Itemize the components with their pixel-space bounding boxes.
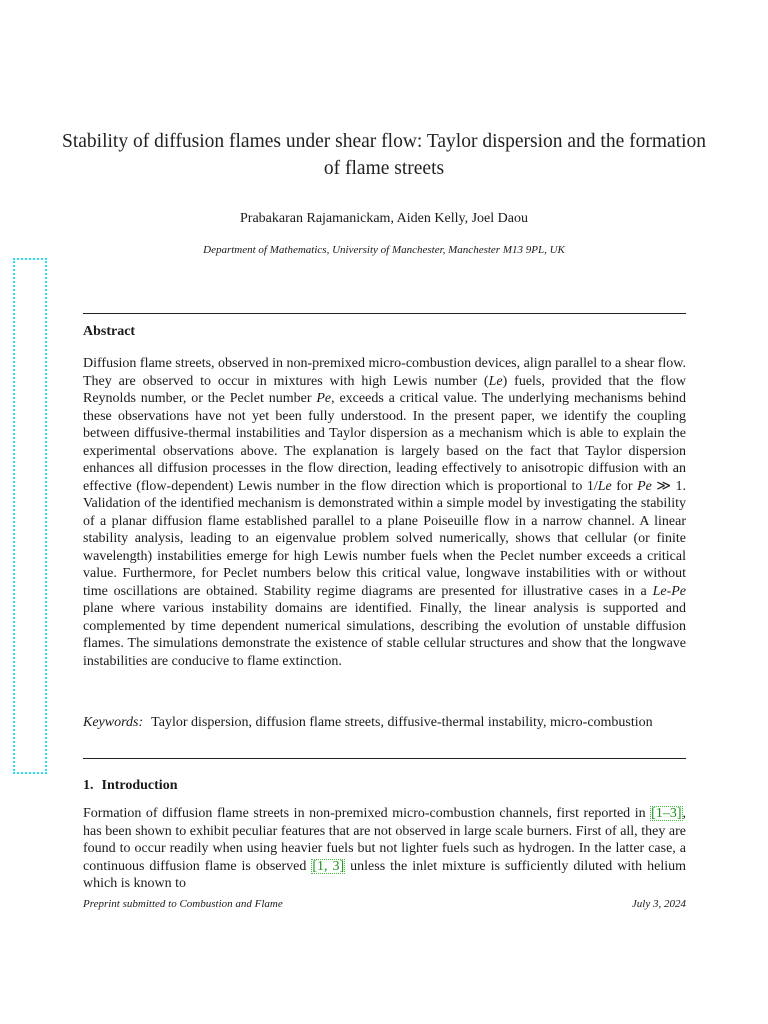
math-le: Le bbox=[488, 373, 503, 389]
abstract-heading: Abstract bbox=[83, 324, 136, 339]
math-le: Le bbox=[597, 478, 612, 494]
footer-submission-note: Preprint submitted to Combustion and Flame bbox=[83, 898, 283, 910]
keywords-list: Taylor dispersion, diffusion flame streets, diffusive-thermal instability, micro-combustion bbox=[151, 715, 653, 730]
bottom-rule bbox=[83, 758, 686, 759]
math-le-pe: Le-Pe bbox=[652, 583, 686, 599]
section-heading-introduction bbox=[83, 778, 177, 794]
affiliation: Department of Mathematics, University of Manchester, Manchester M13 9PL, UK bbox=[203, 244, 565, 256]
math-pe: Pe bbox=[637, 478, 652, 494]
math-pe: Pe bbox=[316, 391, 332, 406]
introduction-text: Formation of diffusion flame streets in non-premixed micro-combustion channels, first reported in [1–3], has been shown to exhibit peculiar features that are not observed in large scale burners. First of all, they are found to occur readily when using heavier fuels but not lighter fuels such as hydrogen. In the latter case, a continuous diffusion flame is observed [1, 3] unless the inlet mixture is sufficiently diluted with helium which is known to bbox=[83, 806, 687, 892]
keywords-label: Keywords: bbox=[83, 715, 144, 730]
arxiv-side-stamp bbox=[13, 258, 47, 774]
page-footer bbox=[83, 898, 686, 910]
section-title: Introduction bbox=[101, 778, 178, 793]
footer-date: July 3, 2024 bbox=[631, 898, 686, 910]
abstract-text: Diffusion flame streets, observed in non-premixed micro-combustion devices, align parallel to a shear flow. They are observed to occur in mixtures with high Lewis number (Le) fuels, provided that the flow Reynolds number, or the Peclet number Pe, exceeds a critical value. The underlying mechanisms behind these observations have not yet been fully understood. In the present paper, we identify the coupling between diffusive-thermal instabilities and Taylor dispersion as a mechanism which is able to explain the experimental observations above. The explanation is largely based on the fact that Taylor dispersion enhances all diffusion processes in the flow direction, leading effectively to anisotropic diffusion with an effective (flow-dependent) Lewis number in the flow direction which is proportional to 1/Le for Pe ≫ 1. Validation of the identified mechanism is demonstrated within a simple model by investigating the stability of a planar diffusion flame established parallel to a plane Poiseuille flow in a narrow channel. A linear stability analysis, leading to an eigenvalue problem solved numerically, shows that cellular (or finite wavelength) instabilities emerge for high Lewis number fuels when the Peclet number exceeds a critical value. Furthermore, for Peclet numbers below this critical value, longwave instabilities with or without time oscillations are obtained. Stability regime diagrams are presented for illustrative cases in a Le-Pe plane where various instability domains are identified. Finally, the linear analysis is supported and complemented by time dependent numerical simulations, describing the evolution of unstable diffusion flames. The simulations demonstrate the existence of stable cellular structures and show that the longwave instabilities are conducive to flame extinction. bbox=[83, 356, 687, 669]
citation-link[interactable]: [1–3] bbox=[651, 806, 682, 821]
paper-title: Stability of diffusion flames under shear flow: Taylor dispersion and the formation of flame streets bbox=[62, 131, 706, 179]
citation-link[interactable]: [1, 3] bbox=[312, 858, 345, 874]
section-number: 1. bbox=[83, 778, 94, 793]
keywords bbox=[83, 714, 686, 732]
author-list: Prabakaran Rajamanickam, Aiden Kelly, Joel Daou bbox=[240, 211, 528, 226]
top-rule bbox=[83, 313, 686, 314]
